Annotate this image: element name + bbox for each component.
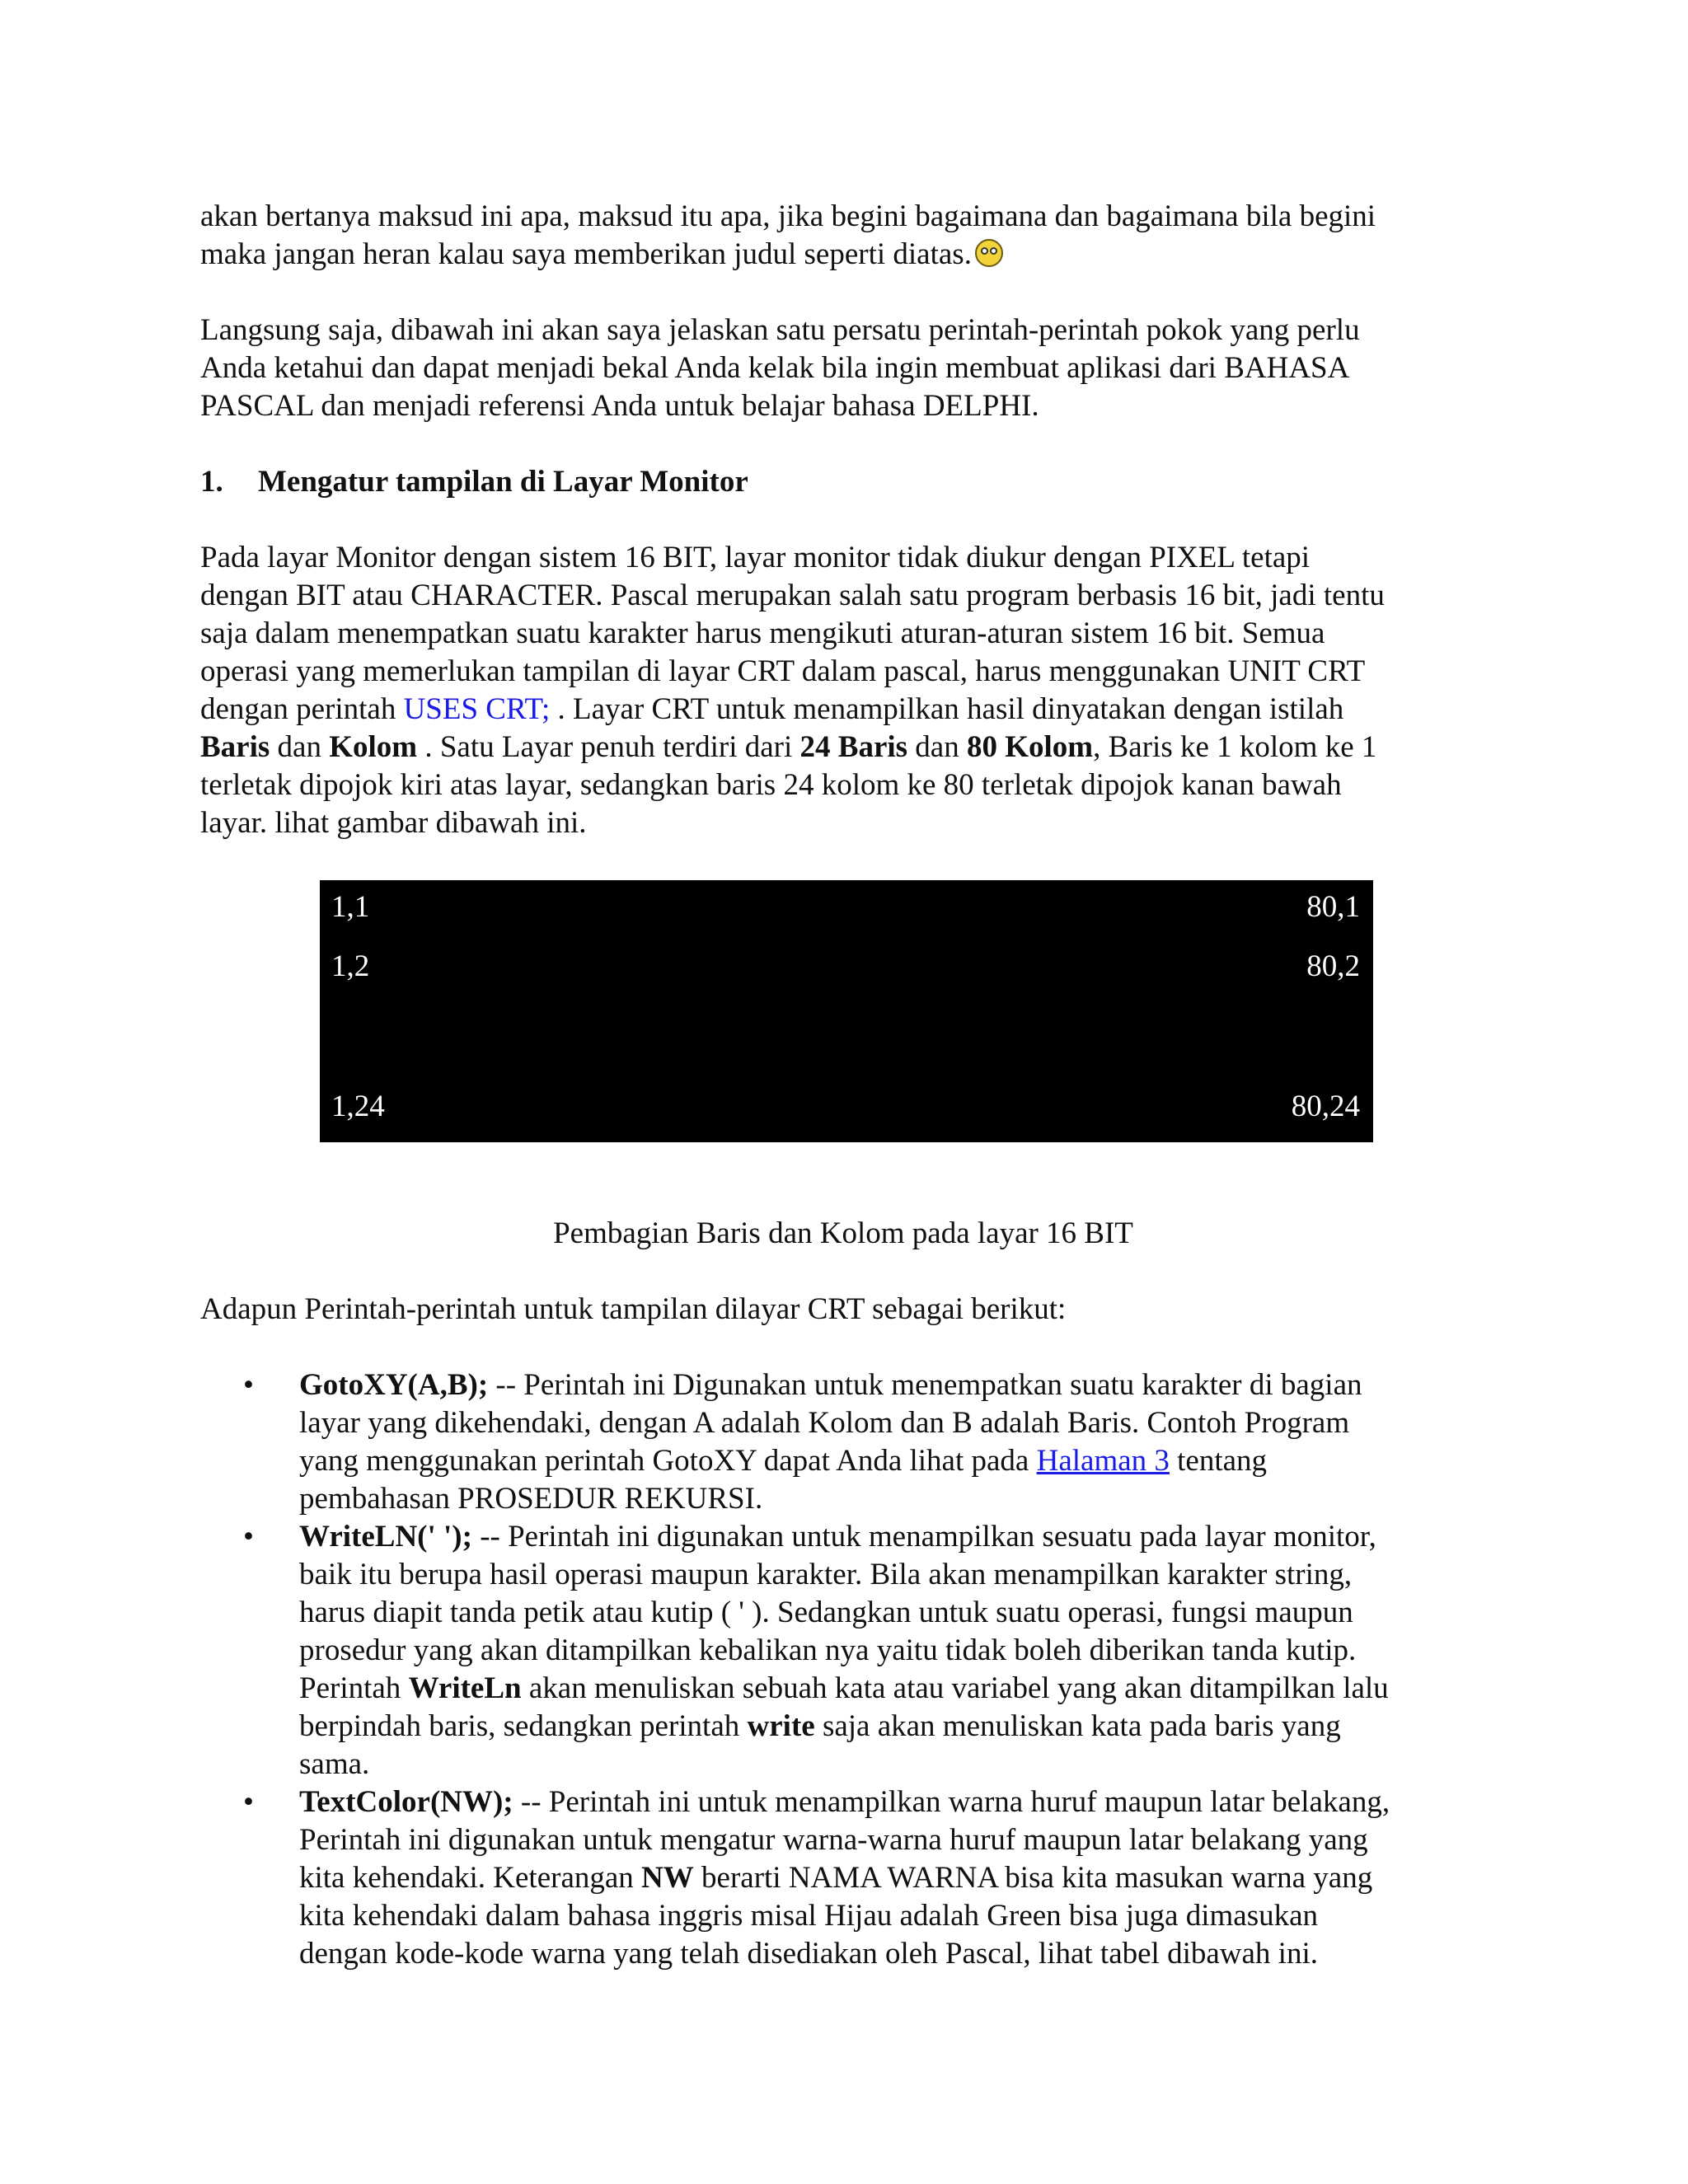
screen-label-bottom-left: 1,24	[331, 1090, 385, 1123]
text-line: terletak dipojok kiri atas layar, sedangkan baris 24 kolom ke 80 terletak dipojok kanan bawah	[200, 768, 1342, 802]
text-span: akan menuliskan sebuah kata atau variabel yang akan ditampilkan lalu	[521, 1671, 1389, 1705]
text-line: layar. lihat gambar dibawah ini.	[200, 806, 587, 840]
text-line: prosedur yang akan ditampilkan kebalikan nya yaitu tidak boleh diberikan tanda kutip.	[299, 1633, 1357, 1667]
command-name: TextColor(NW);	[299, 1785, 513, 1819]
text-line: layar yang dikehendaki, dengan A adalah Kolom dan B adalah Baris. Contoh Program	[299, 1406, 1350, 1440]
crt-screen-figure	[320, 880, 1373, 1142]
intro-paragraph-1	[200, 198, 1486, 274]
text-line: saja dalam menempatkan suatu karakter harus mengikuti aturan-aturan sistem 16 bit. Semua	[200, 616, 1325, 650]
text-line	[299, 1442, 1486, 1480]
text-span: berarti NAMA WARNA bisa kita masukan warna yang	[693, 1861, 1373, 1895]
bold-baris: Baris	[200, 730, 270, 764]
text-line	[200, 691, 1486, 729]
crt-paragraph	[200, 539, 1486, 842]
text-span: -- Perintah ini untuk menampilkan warna huruf maupun latar belakang,	[513, 1785, 1390, 1819]
text-line: Pada layar Monitor dengan sistem 16 BIT, layar monitor tidak diukur dengan PIXEL tetapi	[200, 541, 1311, 574]
bold-write: write	[747, 1709, 815, 1743]
bold-kolom: Kolom	[329, 730, 418, 764]
text-line	[299, 1708, 1486, 1746]
text-span: -- Perintah ini Digunakan untuk menempatkan suatu karakter di bagian	[488, 1368, 1362, 1402]
bold-80-kolom: 80 Kolom	[966, 730, 1094, 764]
text-line: PASCAL dan menjadi referensi Anda untuk belajar bahasa DELPHI.	[200, 389, 1039, 423]
list-item-gotoxy	[200, 1366, 1486, 1518]
text-span: dan	[270, 730, 330, 764]
intro-paragraph-2	[200, 312, 1486, 425]
text-line: operasi yang memerlukan tampilan di layar CRT dalam pascal, harus menggunakan UNIT CRT	[200, 654, 1366, 688]
text-line	[299, 1518, 1486, 1556]
bullet-icon: •	[243, 1368, 254, 1402]
text-line: Langsung saja, dibawah ini akan saya jelaskan satu persatu perintah-perintah pokok yang perlu	[200, 313, 1360, 347]
text-line: dengan kode-kode warna yang telah disediakan oleh Pascal, lihat tabel dibawah ini.	[299, 1937, 1318, 1971]
text-line: kita kehendaki dalam bahasa inggris misal Hijau adalah Green bisa juga dimasukan	[299, 1899, 1319, 1933]
text-span: . Layar CRT untuk menampilkan hasil dinyatakan dengan istilah	[550, 692, 1344, 726]
screen-label-bottom-right: 80,24	[1291, 1090, 1360, 1123]
figure-caption: Pembagian Baris dan Kolom pada layar 16 BIT	[553, 1216, 1133, 1250]
section-number: 1.	[200, 465, 223, 499]
uses-crt-code: USES CRT;	[403, 692, 551, 726]
section-title: Mengatur tampilan di Layar Monitor	[258, 465, 748, 499]
text-line	[299, 1783, 1486, 1821]
text-line	[299, 1859, 1486, 1897]
bold-24-baris: 24 Baris	[799, 730, 908, 764]
screen-label-top-left: 1,1	[331, 890, 370, 924]
list-item-textcolor	[200, 1783, 1486, 1973]
section-heading	[200, 463, 1486, 501]
text-line	[299, 1366, 1486, 1404]
bullet-icon: •	[243, 1520, 254, 1554]
text-line: harus diapit tanda petik atau kutip ( ' ). Sedangkan untuk suatu operasi, fungsi maupun	[299, 1596, 1353, 1629]
text-span: dan	[907, 730, 967, 764]
text-line: Perintah ini digunakan untuk mengatur warna-warna huruf maupun latar belakang yang	[299, 1823, 1368, 1857]
command-list	[200, 1366, 1486, 1973]
text-span: maka jangan heran kalau saya memberikan judul seperti diatas.	[200, 237, 972, 271]
text-line	[200, 236, 1486, 274]
text-line: akan bertanya maksud ini apa, maksud itu apa, jika begini bagaimana dan bagaimana bila begini	[200, 199, 1376, 233]
bold-nw: NW	[641, 1861, 694, 1895]
text-line	[200, 729, 1486, 766]
bold-writeln: WriteLn	[408, 1671, 522, 1705]
text-line: dengan BIT atau CHARACTER. Pascal merupakan salah satu program berbasis 16 bit, jadi tentu	[200, 579, 1385, 612]
text-span: -- Perintah ini digunakan untuk menampilkan sesuatu pada layar monitor,	[471, 1520, 1376, 1554]
command-name: WriteLN(' ');	[299, 1520, 472, 1554]
text-span: Perintah	[299, 1671, 409, 1705]
screen-label-row2-left: 1,2	[331, 949, 370, 983]
smiley-glasses-icon	[975, 239, 1003, 267]
command-name: GotoXY(A,B);	[299, 1368, 489, 1402]
text-span: tentang	[1169, 1444, 1268, 1478]
text-span: saja akan menuliskan kata pada baris yang	[814, 1709, 1341, 1743]
text-line: sama.	[299, 1747, 370, 1781]
text-span: dengan perintah	[200, 692, 404, 726]
text-span: yang menggunakan perintah GotoXY dapat Anda lihat pada	[299, 1444, 1037, 1478]
bullet-icon: •	[243, 1785, 254, 1819]
text-span: berpindah baris, sedangkan perintah	[299, 1709, 748, 1743]
halaman-3-link[interactable]: Halaman 3	[1036, 1444, 1170, 1478]
text-line: Anda ketahui dan dapat menjadi bekal Anda kelak bila ingin membuat aplikasi dari BAHASA	[200, 351, 1350, 385]
text-span: . Satu Layar penuh terdiri dari	[417, 730, 800, 764]
screen-label-top-right: 80,1	[1306, 890, 1360, 924]
page-content	[200, 198, 1486, 1973]
text-line: pembahasan PROSEDUR REKURSI.	[299, 1482, 763, 1516]
text-span: kita kehendaki. Keterangan	[299, 1861, 642, 1895]
list-item-writeln	[200, 1518, 1486, 1783]
text-line: baik itu berupa hasil operasi maupun karakter. Bila akan menampilkan karakter string,	[299, 1558, 1353, 1591]
screen-label-row2-right: 80,2	[1306, 949, 1360, 983]
text-line	[299, 1670, 1486, 1708]
list-intro: Adapun Perintah-perintah untuk tampilan dilayar CRT sebagai berikut:	[200, 1292, 1067, 1326]
text-span: , Baris ke 1 kolom ke 1	[1093, 730, 1377, 764]
